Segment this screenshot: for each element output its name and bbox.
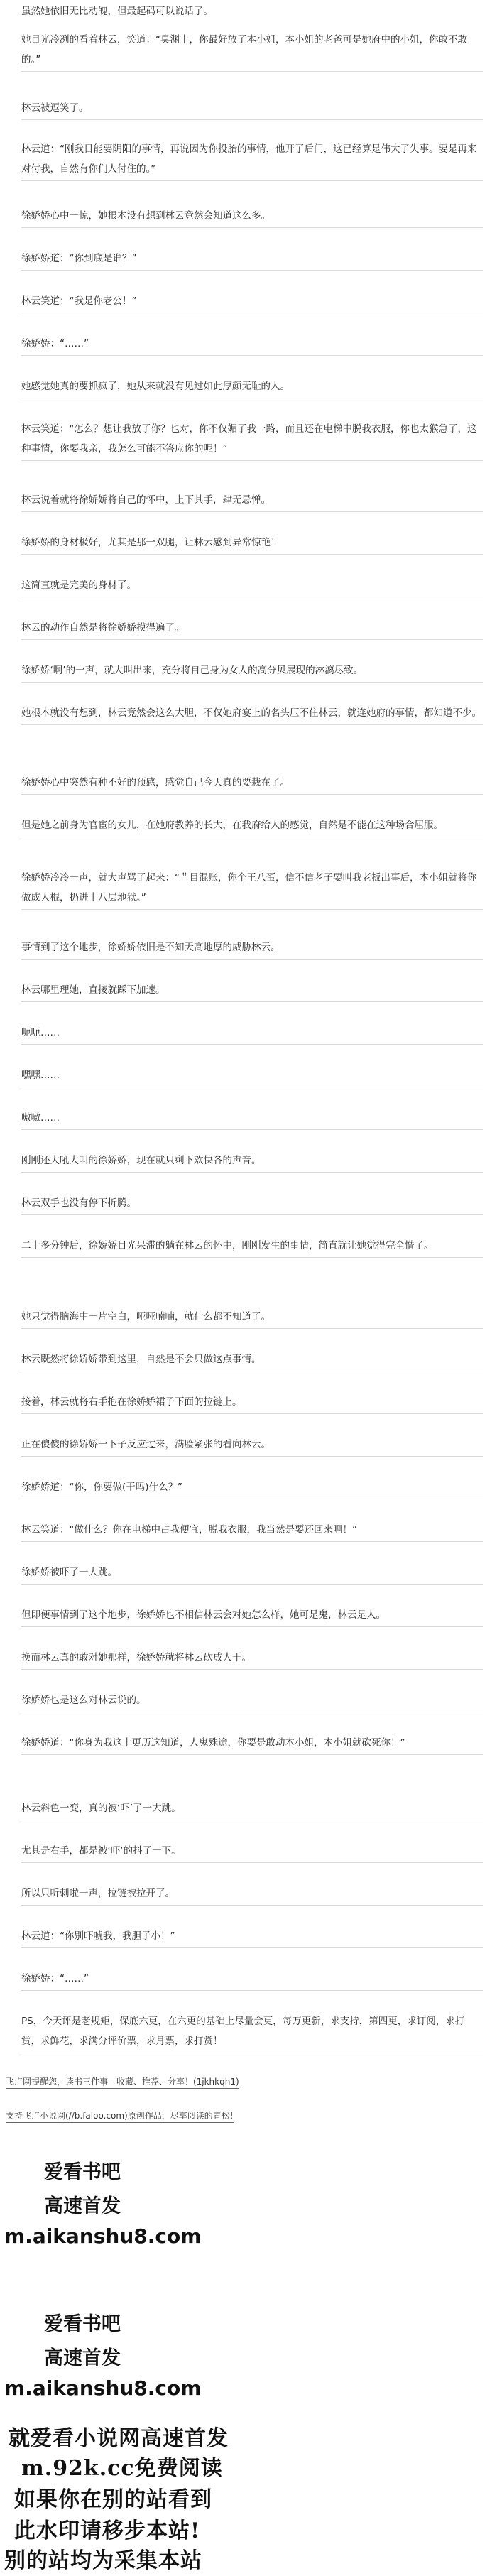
paragraph: 嘿嘿…… — [21, 1065, 483, 1087]
paragraph: 林云笑道：“怎么？想让我放了你？也对，你不仅媚了我一路，而且还在电梯中脱我衣服，你也太猴急了，这种事情，你要我亲，我怎么可能不答应你的呢！” — [21, 419, 483, 461]
paragraph: 徐娇娇：“……” — [21, 334, 483, 356]
paragraph: 林云双手也没有停下折腾。 — [21, 1193, 483, 1215]
paragraph: 徐娇娇的身材极好，尤其是那一双腿，让林云感到异常惊艳！ — [21, 533, 483, 555]
watermark-line: 别的站均为采集本站 — [4, 2548, 202, 2573]
paragraph: 呃呃…… — [21, 1023, 483, 1045]
paragraph: 换而林云真的敢对她那样，徐娇娇就将林云砍成人干。 — [21, 1648, 483, 1670]
paragraph: 她只觉得脑海中一片空白，哑哑喃喃，就什么都不知道了。 — [21, 1307, 483, 1329]
paragraph: 徐娇娇道：“你身为我这十更历这知道，人鬼殊途，你要是敢动本小姐，本小姐就砍死你！” — [21, 1733, 483, 1755]
paragraph: 林云笑道：“做什么？你在电梯中占我便宜，脱我衣服，我当然是要还回来啊！” — [21, 1520, 483, 1542]
watermark-line: 如果你在别的站看到 — [14, 2487, 212, 2512]
watermark-line: 高速首发 — [44, 2347, 121, 2369]
paragraph: 正在傻傻的徐娇娇一下子反应过来，满脸紧张的看向林云。 — [21, 1435, 483, 1457]
paragraph: 徐娇娇道：“你到底是谁？” — [21, 249, 483, 271]
paragraph: 林云笑道：“我是你老公！” — [21, 291, 483, 313]
paragraph: 徐娇娇：“……” — [21, 1969, 483, 1991]
paragraph: 林云道：“你别吓唬我，我胆子小！” — [21, 1926, 483, 1948]
watermark-url: m.aikanshu8.com — [4, 2224, 202, 2248]
paragraph: 事情到了这个地步，徐娇娇依旧是不知天高地厚的威胁林云。 — [21, 938, 483, 960]
paragraph: 徐娇娇道：“你，你要做(干吗)什么？” — [21, 1477, 483, 1499]
paragraph: 但即便事情到了这个地步，徐娇娇也不相信林云会对她怎么样，她可是鬼，林云是人。 — [21, 1605, 483, 1627]
paragraph: 林云道：“刚我日能要阴阳的事情，再说因为你投胎的事情，他开了后门，这已经算是伟大了失事。要是再来对付我，自然有你们人付住的。” — [21, 139, 483, 181]
watermark-line: 爱看书吧 — [44, 2161, 121, 2183]
paragraph: 林云说着就将徐娇娇将自己的怀中，上下其手，肆无忌惮。 — [21, 490, 483, 512]
paragraph: 她目光冷冽的看着林云，笑道：“臭渊十，你最好放了本小姐，本小姐的老爸可是她府中的小姐，你敢不敢的。” — [21, 30, 483, 72]
paragraph: 林云的动作自然是将徐娇娇摸得遍了。 — [21, 618, 483, 640]
source-link[interactable]: 支持飞卢小说网(//b.faloo.com)原创作品，尽享阅读的青松! — [6, 2109, 234, 2123]
paragraph: PS，今天评是老规矩，保底六更，在六更的基础上尽量会更，每万更新，求支持，第四更，求订阅，求打赏，求鲜花，求满分评价票，求月票，求打赏！ — [21, 2011, 483, 2053]
paragraph: 嗷嗷…… — [21, 1108, 483, 1130]
paragraph: 这简直就是完美的身材了。 — [21, 575, 483, 597]
paragraph: 所以只听刺啦一声，拉链被拉开了。 — [21, 1884, 483, 1906]
paragraph: 徐娇娇心中一惊，她根本没有想到林云竟然会知道这么多。 — [21, 206, 483, 228]
watermark-url: m.aikanshu8.com — [4, 2376, 202, 2400]
watermark-line: 爱看书吧 — [44, 2313, 121, 2335]
paragraph: 林云被逗笑了。 — [21, 98, 483, 120]
notice-link[interactable]: 飞卢网提醒您，读书三件事 - 收藏、推荐、分享！(1jkhkqh1) — [6, 2075, 239, 2089]
watermark-line: 此水印请移步本站! — [14, 2518, 201, 2543]
paragraph: 林云哪里理她，直接就踩下加速。 — [21, 980, 483, 1002]
paragraph: 虽然她依旧无比动魄，但最起码可以说话了。 — [21, 6, 213, 17]
watermark-line: 高速首发 — [44, 2195, 121, 2217]
paragraph: 徐娇娇冷冷一声，就大声骂了起来：“＂目混账，你个王八蛋，信不信老子要叫我老板出事后，本小姐就将你做成人棍，扔进十八层地狱。” — [21, 868, 483, 910]
paragraph: 徐娇娇被吓了一大跳。 — [21, 1563, 483, 1585]
paragraph: 接着，林云就将右手抱在徐娇娇裙子下面的拉链上。 — [21, 1392, 483, 1414]
paragraph: 林云既然将徐娇娇带到这里，自然是不会只做这点事情。 — [21, 1349, 483, 1371]
paragraph: 尤其是右手，都是被‘吓’的抖了一下。 — [21, 1841, 483, 1863]
paragraph: 二十多分钟后，徐娇娇目光呆滞的躺在林云的怀中，刚刚发生的事情，简直就让她觉得完全懵了。 — [21, 1236, 483, 1258]
paragraph: 刚刚还大吼大叫的徐娇娇，现在就只剩下欢快各的声音。 — [21, 1151, 483, 1173]
paragraph: 她感觉她真的要抓疯了，她从来就没有见过如此厚颜无耻的人。 — [21, 376, 483, 398]
paragraph: 林云斜色一变，真的被‘吓’了一大跳。 — [21, 1798, 483, 1820]
paragraph: 她根本就没有想到，林云竟然会这么大胆，不仅她府宴上的名头压不住林云，就连她府的事情，都知道不少。 — [21, 703, 483, 725]
watermark-line: 就爱看小说网高速首发 — [9, 2426, 229, 2451]
paragraph: 徐娇娇心中突然有种不好的预感，感觉自己今天真的要栽在了。 — [21, 773, 483, 795]
watermark-line: m.92k.cc免费阅读 — [21, 2456, 223, 2481]
paragraph: 徐娇娇也是这么对林云说的。 — [21, 1690, 483, 1712]
paragraph: 但是她之前身为官宦的女儿，在她府教养的长大，在我府给人的感觉，自然是不能在这种场合屈服。 — [21, 815, 483, 837]
paragraph: 徐娇娇‘啊’的一声，就大叫出来，充分将自己身为女人的高分贝展现的淋漓尽致。 — [21, 661, 483, 683]
